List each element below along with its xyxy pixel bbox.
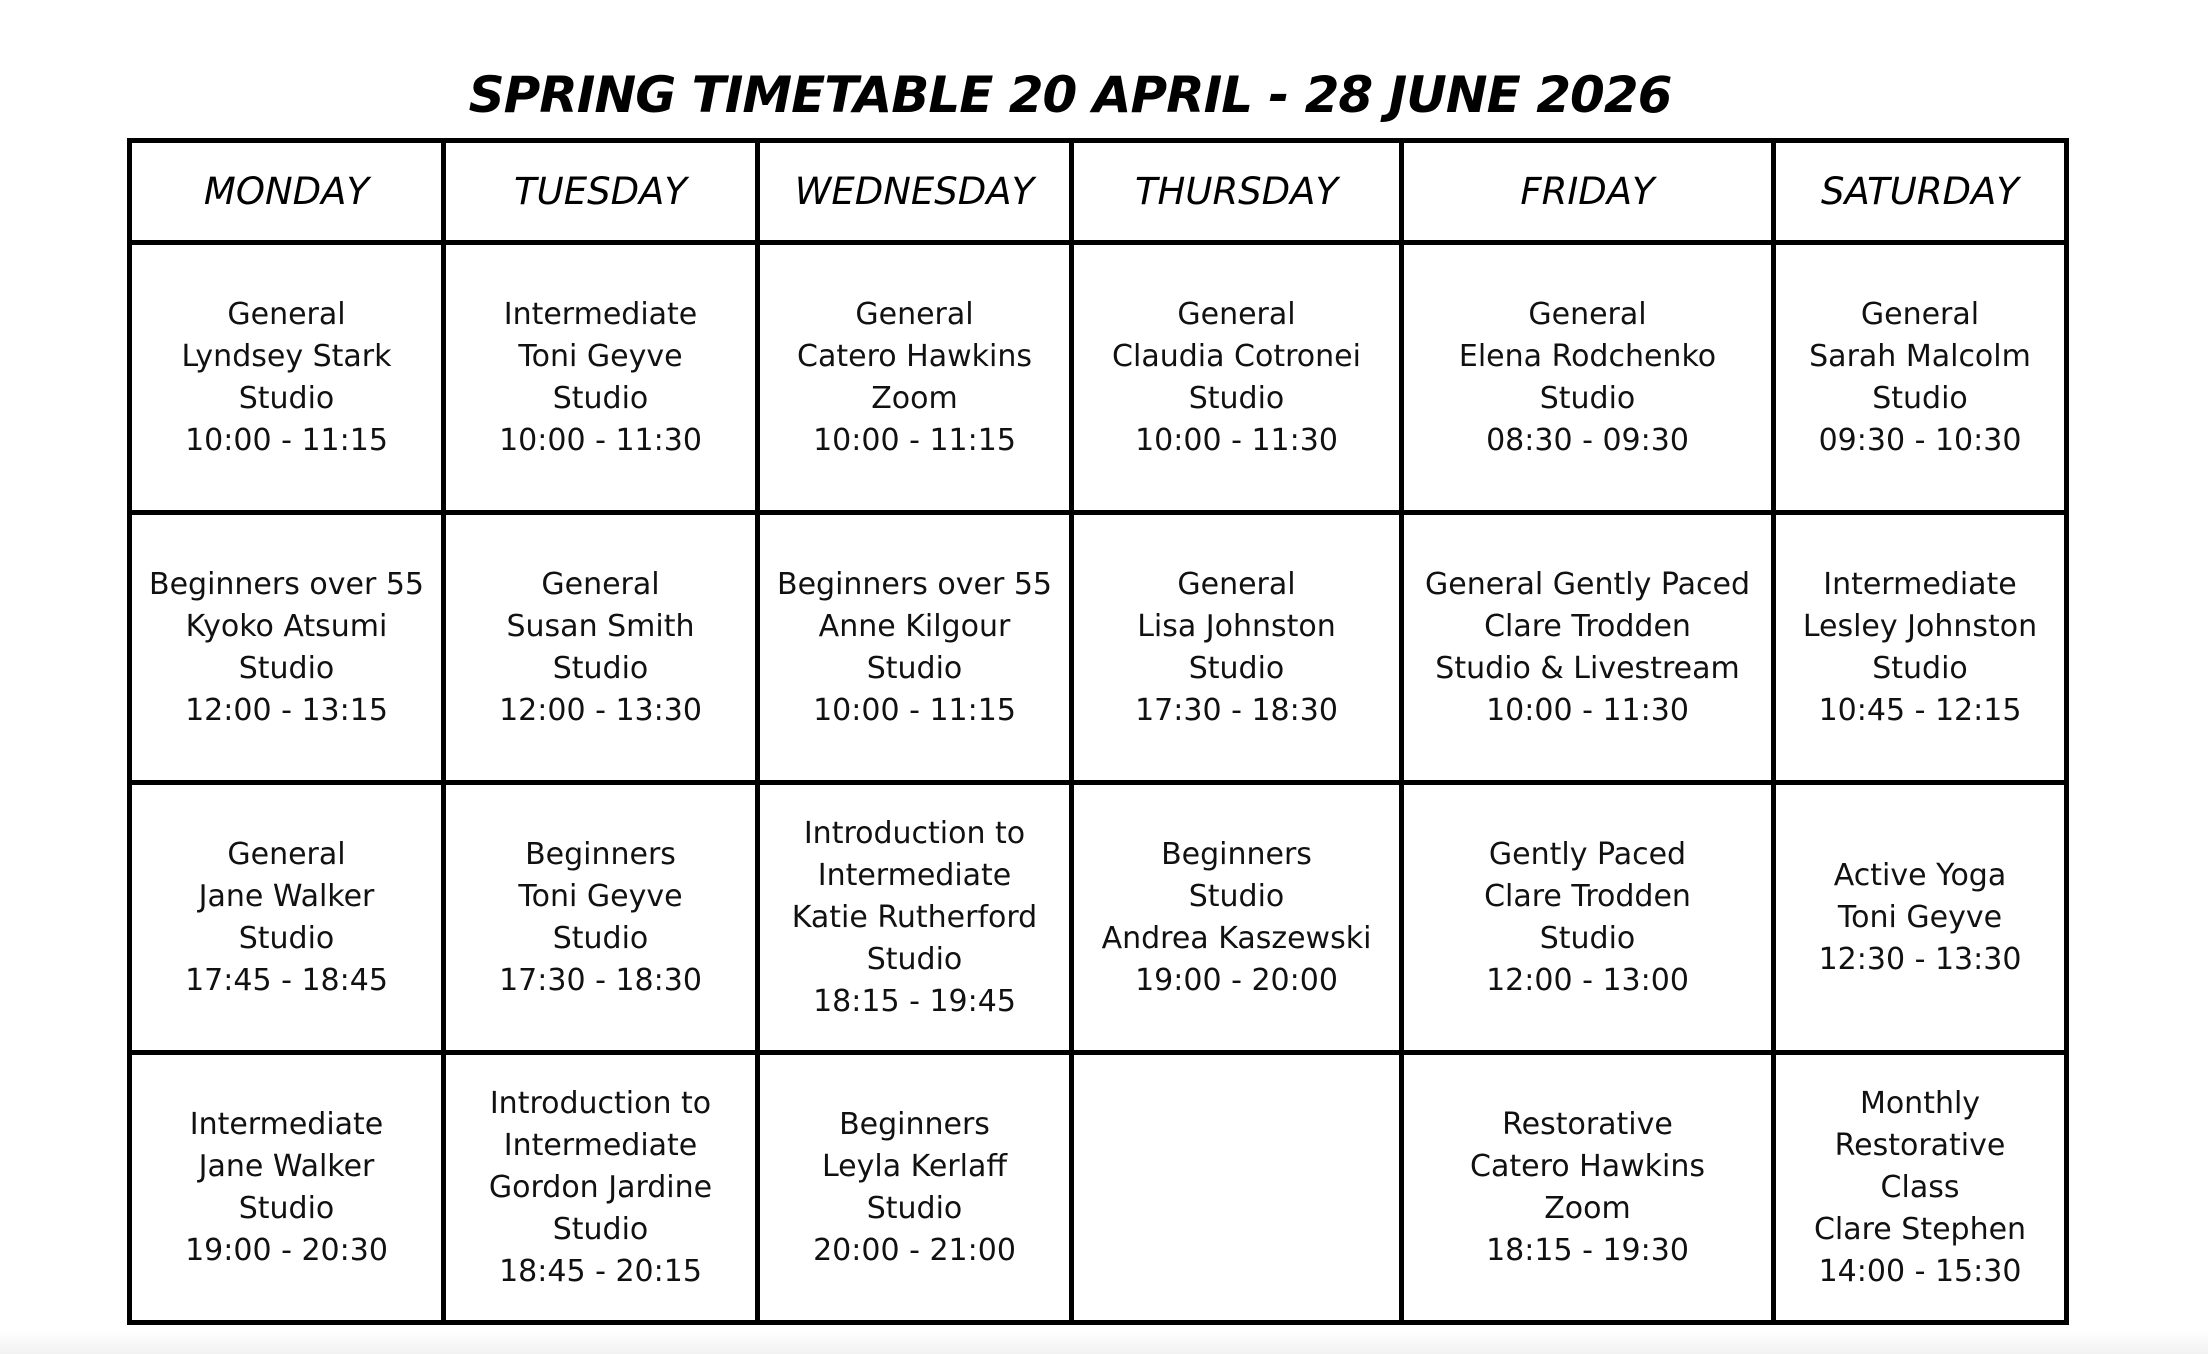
class-info-line: Toni Geyve [1837,899,2003,935]
class-info-line: General [1860,296,1980,332]
class-info-line: Catero Hawkins [797,338,1032,374]
class-info-line: Clare Trodden [1484,608,1691,644]
class-info-line: Studio [1872,650,1968,686]
class-info-line: 12:00 - 13:15 [185,692,388,728]
class-info-line: Toni Geyve [518,338,683,374]
class-info-line: Studio [1539,380,1636,416]
class-info-line: Clare Trodden [1484,878,1691,914]
class-info-line: Studio [1188,878,1285,914]
class-info-line: Susan Smith [506,608,695,644]
class-cell-wednesday [758,243,1072,513]
class-info-line: General [541,566,660,602]
class-info-line: 12:30 - 13:30 [1818,941,2022,977]
class-info-line: General [855,296,974,332]
class-info-line: Studio [1188,650,1285,686]
class-info-line: Class [1880,1169,1960,1205]
class-info-line: Zoom [1544,1190,1631,1226]
class-info-line: Introduction to [803,815,1026,851]
day-header-wednesday: WEDNESDAY [758,141,1072,243]
class-cell-wednesday [758,1053,1072,1323]
day-header-friday: FRIDAY [1402,141,1774,243]
class-info-line: Studio [1872,380,1968,416]
class-info-line: 12:00 - 13:30 [499,692,702,728]
class-cell-friday [1402,243,1774,513]
class-cell-friday [1402,783,1774,1053]
class-info-line: Sarah Malcolm [1809,338,2031,374]
class-cell-saturday [1774,783,2067,1053]
class-info-line: Intermediate [503,296,698,332]
class-cell-thursday [1072,243,1402,513]
class-info-line: General [1177,296,1296,332]
class-info-line: 18:15 - 19:30 [1486,1232,1689,1268]
class-info-line: Monthly [1859,1085,1981,1121]
class-cell-wednesday [758,513,1072,783]
class-info-line: Studio [866,941,963,977]
class-info-line: Restorative [1834,1127,2006,1163]
class-info-line: Studio [238,1190,335,1226]
class-info-line: 17:45 - 18:45 [185,962,388,998]
class-info-line: Studio [238,380,335,416]
class-info-line: 10:00 - 11:15 [185,422,388,458]
class-info-line: Intermediate [1823,566,2017,602]
class-cell-friday [1402,513,1774,783]
class-info-line: Jane Walker [198,878,375,914]
class-cell-monday [130,1053,444,1323]
class-info-line: Gently Paced [1488,836,1687,872]
class-info-line: 14:00 - 15:30 [1818,1253,2022,1289]
class-info-line: 10:00 - 11:15 [813,422,1016,458]
class-info-line: General [227,296,346,332]
class-info-line: 09:30 - 10:30 [1818,422,2022,458]
class-cell-monday [130,243,444,513]
class-info-line: Claudia Cotronei [1112,338,1361,374]
class-info-line: Studio [238,920,335,956]
class-info-line: 19:00 - 20:00 [1135,962,1338,998]
class-info-line: Clare Stephen [1813,1211,2027,1247]
empty-cell-thursday [1072,1053,1402,1323]
class-info-line: Beginners over 55 [776,566,1052,602]
class-info-line: Studio [238,650,335,686]
class-info-line: Lesley Johnston [1802,608,2038,644]
class-cell-tuesday [444,243,758,513]
class-cell-tuesday [444,783,758,1053]
class-info-line: Kyoko Atsumi [185,608,388,644]
class-info-line: 19:00 - 20:30 [185,1232,388,1268]
class-info-line: Studio [866,650,963,686]
class-info-line: Leyla Kerlaff [821,1148,1007,1184]
class-cell-monday [130,783,444,1053]
timetable-header [130,141,2067,243]
class-info-line: Katie Rutherford [791,899,1038,935]
timetable [127,138,2069,1325]
class-info-line: Andrea Kaszewski [1101,920,1372,956]
class-cell-monday [130,513,444,783]
class-info-line: 10:45 - 12:15 [1818,692,2022,728]
day-header-monday: MONDAY [130,141,444,243]
class-info-line: Anne Kilgour [818,608,1011,644]
class-info-line: General [1528,296,1647,332]
header-row [130,141,2067,243]
class-info-line: General Gently Paced [1425,566,1750,602]
class-info-line: Beginners [1161,836,1312,872]
class-cell-saturday [1774,243,2067,513]
page-shadow [0,1330,2208,1354]
class-info-line: Lyndsey Stark [181,338,392,374]
class-info-line: 20:00 - 21:00 [813,1232,1016,1268]
class-info-line: Beginners [525,836,676,872]
class-info-line: Intermediate [503,1127,698,1163]
class-info-line: Introduction to [489,1085,712,1121]
class-cell-wednesday [758,783,1072,1053]
class-info-line: Lisa Johnston [1137,608,1336,644]
class-info-line: Studio [552,380,649,416]
day-header-tuesday: TUESDAY [444,141,758,243]
class-info-line: 18:15 - 19:45 [813,983,1016,1019]
class-info-line: Jane Walker [198,1148,375,1184]
timetable-row [130,513,2067,783]
class-info-line: Studio & Livestream [1435,650,1740,686]
class-info-line: Beginners over 55 [148,566,424,602]
class-info-line: Restorative [1502,1106,1673,1142]
class-info-line: General [1177,566,1296,602]
timetable-row [130,783,2067,1053]
class-info-line: 08:30 - 09:30 [1486,422,1689,458]
timetable-row [130,1053,2067,1323]
class-cell-saturday [1774,513,2067,783]
class-info-line: 12:00 - 13:00 [1486,962,1689,998]
class-info-line: 17:30 - 18:30 [1135,692,1338,728]
day-header-thursday: THURSDAY [1072,141,1402,243]
class-info-line: Intermediate [817,857,1012,893]
class-info-line: 10:00 - 11:15 [813,692,1016,728]
class-cell-tuesday [444,1053,758,1323]
class-info-line: 10:00 - 11:30 [1135,422,1338,458]
class-info-line: Studio [552,920,649,956]
timetable-body [130,243,2067,1323]
class-info-line: Studio [1188,380,1285,416]
class-info-line: Zoom [871,380,958,416]
class-info-line: Elena Rodchenko [1458,338,1717,374]
day-header-saturday: SATURDAY [1774,141,2067,243]
class-info-line: Studio [1539,920,1636,956]
class-info-line: Studio [552,650,649,686]
class-info-line: General [227,836,346,872]
class-cell-saturday [1774,1053,2067,1323]
class-info-line: Catero Hawkins [1470,1148,1705,1184]
class-info-line: Intermediate [189,1106,384,1142]
class-info-line: Gordon Jardine [488,1169,713,1205]
page-title: SPRING TIMETABLE 20 APRIL - 28 JUNE 2026 [468,66,1672,124]
timetable-row [130,243,2067,513]
class-info-line: Beginners [839,1106,990,1142]
class-info-line: Studio [866,1190,963,1226]
class-info-line: Toni Geyve [518,878,683,914]
class-cell-friday [1402,1053,1774,1323]
class-info-line: 10:00 - 11:30 [499,422,702,458]
class-info-line: 17:30 - 18:30 [499,962,702,998]
class-cell-tuesday [444,513,758,783]
class-info-line: Studio [552,1211,649,1247]
class-cell-thursday [1072,783,1402,1053]
class-cell-thursday [1072,513,1402,783]
class-info-line: 10:00 - 11:30 [1486,692,1689,728]
class-info-line: 18:45 - 20:15 [499,1253,702,1289]
class-info-line: Active Yoga [1833,857,2007,893]
